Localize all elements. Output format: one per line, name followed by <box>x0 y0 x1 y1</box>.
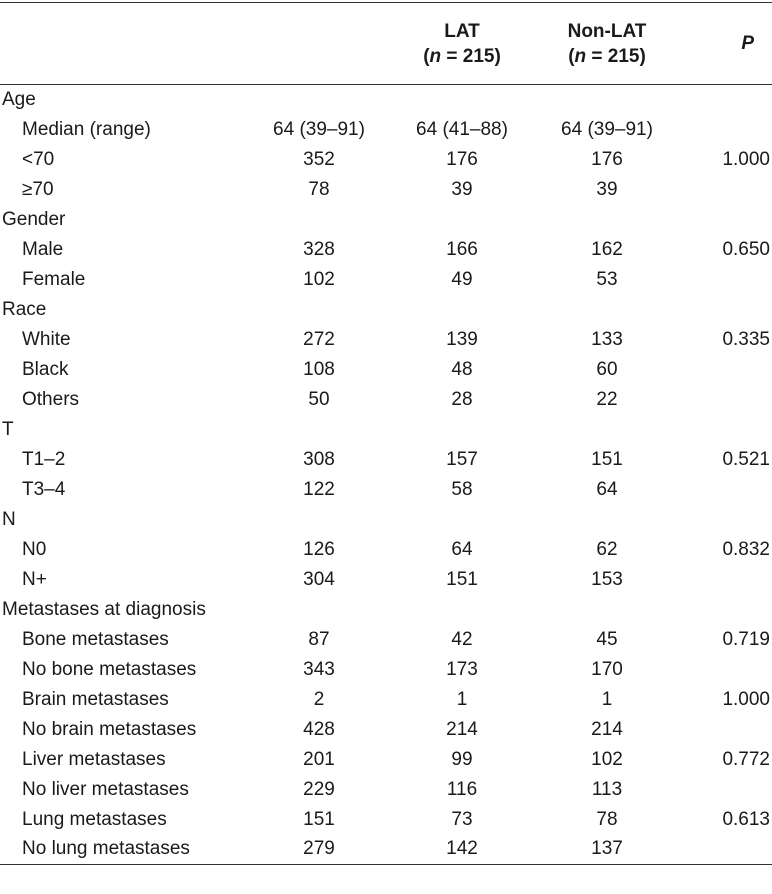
category-row <box>0 505 772 535</box>
table-row <box>0 685 772 715</box>
p-value-cell <box>682 265 772 295</box>
nonlat-cell: 137 <box>591 838 623 860</box>
table-header-row <box>0 3 772 85</box>
nonlat-cell: 151 <box>591 448 623 470</box>
p-value-cell: 0.832 <box>722 538 770 560</box>
total-cell: 279 <box>303 838 335 860</box>
nonlat-cell: 102 <box>591 748 623 770</box>
lat-cell: 176 <box>446 148 478 170</box>
lat-cell: 116 <box>446 778 478 800</box>
lat-cell: 173 <box>446 658 478 680</box>
row-label: Lung metastases <box>22 808 167 830</box>
header-blank <box>0 3 246 85</box>
row-label: No liver metastases <box>22 778 189 800</box>
category-label: Gender <box>2 208 66 230</box>
table-row <box>0 805 772 835</box>
header-lat-label: LAT <box>444 20 480 42</box>
table-row <box>0 355 772 385</box>
row-label: T1–2 <box>22 448 66 470</box>
nonlat-cell: 162 <box>591 238 623 260</box>
p-value-cell <box>682 835 772 865</box>
table-row <box>0 655 772 685</box>
header-nonlat-n: (n = 215) <box>568 45 646 67</box>
lat-cell: 64 (41–88) <box>416 118 508 140</box>
table-row <box>0 475 772 505</box>
p-value-cell: 1.000 <box>722 148 770 170</box>
nonlat-cell: 64 <box>596 478 618 500</box>
row-label: No lung metastases <box>22 838 190 860</box>
category-row <box>0 205 772 235</box>
nonlat-cell: 64 (39–91) <box>561 118 653 140</box>
p-value-cell <box>682 475 772 505</box>
row-label: <70 <box>22 148 55 170</box>
nonlat-cell: 53 <box>596 268 618 290</box>
lat-cell: 166 <box>446 238 478 260</box>
lat-cell: 99 <box>451 748 473 770</box>
category-row <box>0 595 772 625</box>
total-cell: 87 <box>308 628 330 650</box>
total-cell: 308 <box>303 448 335 470</box>
category-label: N <box>2 508 16 530</box>
row-label: No brain metastases <box>22 718 197 740</box>
category-row <box>0 415 772 445</box>
p-value-cell <box>682 565 772 595</box>
total-cell: 122 <box>303 478 335 500</box>
category-label: Race <box>2 298 47 320</box>
characteristics-table <box>0 2 772 865</box>
total-cell: 304 <box>303 568 335 590</box>
table-row <box>0 835 772 865</box>
header-lat-n: (n = 215) <box>423 45 501 67</box>
nonlat-cell: 133 <box>591 328 623 350</box>
table-row <box>0 535 772 565</box>
nonlat-cell: 60 <box>596 358 618 380</box>
p-value-cell <box>682 385 772 415</box>
table-row <box>0 565 772 595</box>
table-row <box>0 325 772 355</box>
nonlat-cell: 1 <box>601 688 613 710</box>
total-cell: 352 <box>303 148 335 170</box>
total-cell: 108 <box>303 358 335 380</box>
table-row <box>0 625 772 655</box>
p-value-cell <box>682 715 772 745</box>
header-lat <box>392 3 532 85</box>
category-row <box>0 295 772 325</box>
p-value-cell <box>682 115 772 145</box>
category-row <box>0 85 772 115</box>
table-row <box>0 775 772 805</box>
total-cell: 2 <box>313 688 325 710</box>
nonlat-cell: 78 <box>596 808 618 830</box>
category-label: T <box>2 418 14 440</box>
row-label: Bone metastases <box>22 628 169 650</box>
header-nonlat-label: Non-LAT <box>567 20 647 42</box>
lat-cell: 157 <box>446 448 478 470</box>
row-label: T3–4 <box>22 478 66 500</box>
total-cell: 272 <box>303 328 335 350</box>
header-p: P <box>741 33 754 54</box>
lat-cell: 42 <box>451 628 473 650</box>
row-label: Liver metastases <box>22 748 166 770</box>
row-label: Black <box>22 358 69 380</box>
table-row <box>0 175 772 205</box>
nonlat-cell: 176 <box>591 148 623 170</box>
lat-cell: 48 <box>451 358 473 380</box>
lat-cell: 214 <box>446 718 478 740</box>
nonlat-cell: 45 <box>596 628 618 650</box>
total-cell: 50 <box>308 388 330 410</box>
p-value-cell: 0.719 <box>722 628 770 650</box>
table-row <box>0 715 772 745</box>
row-label: N0 <box>22 538 47 560</box>
p-value-cell: 0.650 <box>722 238 770 260</box>
table-page <box>0 2 772 894</box>
p-value-cell <box>682 355 772 385</box>
row-label: ≥70 <box>22 178 54 200</box>
total-cell: 102 <box>303 268 335 290</box>
row-label: Male <box>22 238 64 260</box>
lat-cell: 73 <box>451 808 473 830</box>
category-label: Age <box>2 88 36 110</box>
table-body <box>0 85 772 865</box>
nonlat-cell: 62 <box>596 538 618 560</box>
p-value-cell: 0.521 <box>722 448 770 470</box>
header-nonlat <box>532 3 682 85</box>
header-total <box>246 3 392 85</box>
lat-cell: 64 <box>451 538 473 560</box>
total-cell: 229 <box>303 778 335 800</box>
p-value-cell <box>682 655 772 685</box>
table-row <box>0 385 772 415</box>
lat-cell: 58 <box>451 478 473 500</box>
row-label: No bone metastases <box>22 658 197 680</box>
row-label: N+ <box>22 568 47 590</box>
p-value-cell <box>682 775 772 805</box>
total-cell: 64 (39–91) <box>273 118 365 140</box>
table-row <box>0 115 772 145</box>
table-row <box>0 235 772 265</box>
total-cell: 126 <box>303 538 335 560</box>
nonlat-cell: 153 <box>591 568 623 590</box>
table-row <box>0 445 772 475</box>
total-cell: 201 <box>303 748 335 770</box>
p-value-cell <box>682 175 772 205</box>
lat-cell: 49 <box>451 268 473 290</box>
p-value-cell: 1.000 <box>722 688 770 710</box>
category-label: Metastases at diagnosis <box>2 598 206 620</box>
p-value-cell: 0.335 <box>722 328 770 350</box>
row-label: Female <box>22 268 86 290</box>
row-label: Others <box>22 388 80 410</box>
table-row <box>0 745 772 775</box>
nonlat-cell: 22 <box>596 388 618 410</box>
total-cell: 328 <box>303 238 335 260</box>
lat-cell: 142 <box>446 838 478 860</box>
lat-cell: 139 <box>446 328 478 350</box>
row-label: Brain metastases <box>22 688 169 710</box>
total-cell: 343 <box>303 658 335 680</box>
nonlat-cell: 170 <box>591 658 623 680</box>
table-row <box>0 145 772 175</box>
lat-cell: 28 <box>451 388 473 410</box>
table-row <box>0 265 772 295</box>
lat-cell: 1 <box>456 688 468 710</box>
row-label: Median (range) <box>22 118 151 140</box>
total-cell: 151 <box>303 808 335 830</box>
nonlat-cell: 39 <box>596 178 618 200</box>
nonlat-cell: 214 <box>591 718 623 740</box>
total-cell: 78 <box>308 178 330 200</box>
lat-cell: 39 <box>451 178 473 200</box>
total-cell: 428 <box>303 718 335 740</box>
row-label: White <box>22 328 71 350</box>
lat-cell: 151 <box>446 568 478 590</box>
nonlat-cell: 113 <box>591 778 623 800</box>
p-value-cell: 0.772 <box>722 748 770 770</box>
p-value-cell: 0.613 <box>722 808 770 830</box>
